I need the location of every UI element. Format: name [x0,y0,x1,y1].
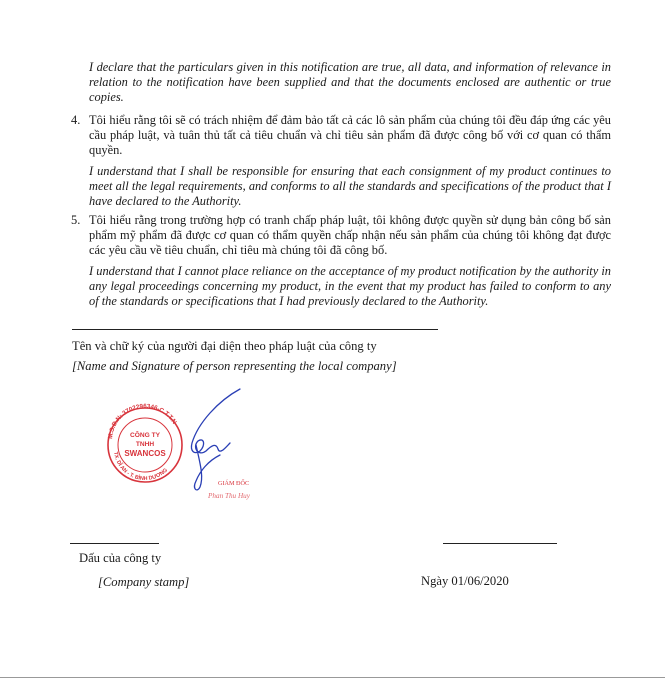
svg-text:TX. DĨ AN - T. BÌNH DƯƠNG: TX. DĨ AN - T. BÌNH DƯƠNG [112,451,169,483]
stamp-label-en: [Company stamp] [98,575,190,589]
svg-text:SWANCOS: SWANCOS [124,449,166,458]
signature-line [72,329,438,330]
company-stamp [100,385,260,505]
declaration-intro: I declare that the particulars given in this notification are true, all data, and information of relevance in relation to the notification have been supplied and that the documents enclosed are authentic or true copies. [89,60,611,105]
item-5-english: I understand that I cannot place reliance on the acceptance of my product notification by the authority in any legal proceedings concerning my product, in the event that my product has failed to conform to any of the standards or specifications that I had previously declared to the Authority. [89,264,611,309]
signature-label-vi: Tên và chữ ký của người đại diện theo pháp luật của công ty [72,339,377,353]
item-4-number: 4. [71,113,81,127]
svg-text:Phan Thu Huy: Phan Thu Huy [208,492,250,500]
stamp-seal-icon [100,385,260,505]
item-5-vietnamese: Tôi hiểu rằng trong trường hợp có tranh chấp pháp luật, tôi không được quyền sử dụng bản công bố sản phẩm mỹ phẩm đã được cơ quan có thẩm quyền chấp nhận nếu sản phẩm của chúng tôi không đạt được các yêu cầu về tiêu chuẩn, chỉ tiêu mà chúng tôi đã công bố. [89,213,611,258]
stamp-label-vi: Dấu của công ty [79,551,162,565]
date-text: Ngày 01/06/2020 [421,574,509,588]
item-4-vietnamese: Tôi hiểu rằng tôi sẽ có trách nhiệm để đảm bảo tất cả các lô sản phẩm của chúng tôi đều đáp ứng các yêu cầu pháp luật, và tuân thủ tất cả tiêu chuẩn và chỉ tiêu sản phẩm đã được công bố với cơ quan có thẩm quyền. [89,113,611,158]
item-4-english: I understand that I shall be responsible for ensuring that each consignment of my product continues to meet all the legal requirements, and conforms to all the standards and specifications of the product that I have declared to the Authority. [89,164,611,209]
svg-text:TNHH: TNHH [135,441,155,448]
signature-label-en: [Name and Signature of person representing the local company] [72,359,397,373]
svg-text:CÔNG TY: CÔNG TY [129,432,161,439]
stamp-line [70,543,159,544]
svg-text:M.S.D.N: 3702296346-C.T.T.N: M.S.D.N: 3702296346-C.T.T.N [107,402,178,440]
item-5-number: 5. [71,213,81,227]
svg-text:GIÁM ĐỐC: GIÁM ĐỐC [218,480,250,487]
page-bottom-rule [0,677,665,678]
date-line [443,543,557,544]
